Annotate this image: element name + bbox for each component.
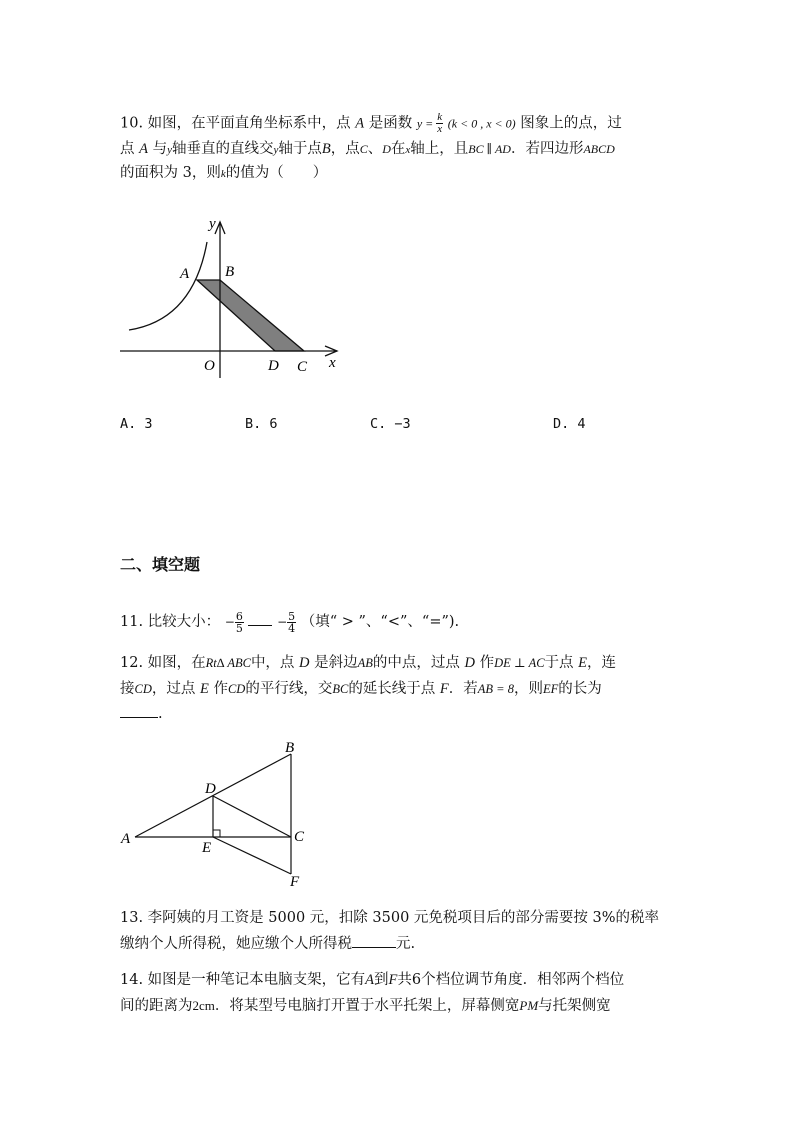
math-EF: EF (543, 682, 559, 696)
q14-line1 (120, 970, 624, 990)
text: 14. 如图是一种笔记本电脑支架，它有 (120, 972, 366, 988)
math-E: E (578, 655, 588, 671)
frac-den: 5 (235, 621, 243, 635)
text: 缴纳个人所得税，她应缴个人所得税 (120, 936, 352, 952)
q14-line2 (120, 996, 611, 1016)
right-angle-mark (213, 830, 220, 837)
text: 间的距离为 (120, 998, 193, 1014)
label-D: D (205, 781, 216, 797)
frac-den: 4 (288, 621, 296, 635)
math-bc-parallel-ad: BC ∥ AD (468, 142, 511, 156)
math-rt-abc: Rt∆ ABC (205, 656, 251, 670)
math-B: B (321, 141, 331, 157)
text: 的中点，过点 (372, 655, 460, 671)
option-D[interactable]: D. 4 (553, 416, 586, 432)
math-de-perp-ac: DE ⊥ AC (494, 656, 545, 670)
math-ab-eq-8: AB = 8 (477, 682, 514, 696)
q10-line3 (120, 163, 327, 184)
segment-EF (213, 837, 291, 874)
text: 、 (367, 141, 383, 157)
math-BC: BC (332, 682, 349, 696)
math-D: D (299, 655, 310, 671)
text: ．若四边形 (510, 141, 584, 157)
text: 接 (120, 681, 135, 697)
label-B: B (285, 740, 295, 756)
segment-DC (213, 796, 291, 837)
option-C[interactable]: C. −3 (370, 416, 411, 432)
math-D: D (464, 655, 476, 671)
math-C: C (359, 142, 368, 156)
math-k: k (220, 168, 226, 180)
text: ．若 (448, 681, 478, 697)
q10-line2 (120, 139, 615, 160)
text: 12. 如图，在 (120, 655, 206, 671)
text: 11. 比较大小： (120, 614, 221, 630)
math-A: A (365, 972, 375, 988)
text: 作 (213, 681, 228, 697)
shaded-parallelogram (197, 280, 304, 351)
frac-num: 5 (288, 609, 296, 623)
text: . (158, 706, 163, 722)
math-E: E (199, 681, 209, 697)
text: ，连 (587, 655, 617, 671)
label-F: F (290, 874, 300, 890)
q10-figure (115, 212, 355, 382)
text: 的面积为 3，则 (120, 165, 221, 181)
math-CD: CD (134, 682, 152, 696)
frac-num: 6 (235, 609, 243, 623)
text: ，则 (514, 681, 543, 697)
label-O: O (204, 358, 215, 374)
fraction-6-5 (235, 611, 244, 634)
q10-line1 (120, 112, 622, 135)
q13-line1: 13. 李阿姨的月工资是 5000 元，扣除 3500 元免税项目后的部分需要按 3%的税率 (120, 910, 660, 926)
frac-den: x (437, 123, 443, 135)
label-B: B (225, 264, 235, 280)
math-2cm: 2cm (192, 998, 215, 1013)
text: ．将某型号电脑打开置于水平托架上，屏幕侧宽 (214, 998, 520, 1014)
math-ABCD: ABCD (583, 142, 615, 156)
math-cond: (k < 0 , x < 0) (447, 116, 516, 131)
text: 是斜边 (314, 655, 358, 671)
text: 中，点 (250, 655, 295, 671)
q12-line2 (120, 679, 602, 699)
label-y: y (209, 216, 216, 232)
hyperbola-curve (129, 242, 207, 330)
q11-line (120, 608, 459, 636)
math-F: F (439, 681, 449, 697)
text: 元. (396, 936, 416, 952)
text: 的延长线于点 (348, 681, 436, 697)
text: 的平行线，交 (245, 681, 333, 697)
math-A: A (355, 115, 365, 132)
answer-blank[interactable] (352, 947, 396, 948)
text: 的长为 (558, 681, 602, 697)
label-C: C (294, 829, 305, 845)
frac-num: k (437, 111, 443, 123)
minus-sign: − (277, 615, 288, 629)
q12-line3 (120, 704, 163, 724)
fraction-5-4 (287, 611, 296, 634)
math-y: y (273, 144, 279, 156)
text: 与托架侧宽 (538, 998, 611, 1014)
math-F: F (388, 972, 398, 988)
text: 到 (374, 972, 389, 988)
text: 与 (152, 141, 168, 157)
label-A: A (121, 831, 131, 847)
text: 点 (120, 141, 135, 157)
text: 在 (390, 141, 406, 157)
text: 作 (479, 655, 495, 671)
answer-blank[interactable] (248, 625, 272, 626)
q13-line2 (120, 934, 415, 954)
fraction-k-over-x (436, 112, 443, 135)
math-PM: PM (519, 998, 539, 1013)
label-E: E (202, 840, 212, 856)
minus-sign: − (224, 615, 235, 629)
option-B[interactable]: B. 6 (245, 416, 278, 432)
q12-line1 (120, 653, 616, 673)
text: 10. 如图，在平面直角坐标系中，点 (120, 115, 351, 132)
q12-figure (118, 740, 318, 890)
text: 轴垂直的直线交 (171, 141, 274, 157)
label-x: x (329, 355, 336, 371)
text: ，过点 (151, 681, 196, 697)
text: 共6个档位调节角度．相邻两个档位 (397, 972, 625, 988)
math-D: D (382, 142, 391, 156)
text: 的值为（ ） (225, 165, 328, 181)
text: 轴上，且 (410, 141, 469, 157)
math-y: y (167, 144, 172, 156)
text: 是函数 (368, 115, 413, 132)
answer-blank[interactable] (120, 717, 158, 718)
math-A: A (139, 141, 148, 157)
math-func: y = (416, 116, 437, 131)
text: 图象上的点，过 (520, 115, 622, 132)
math-AB: AB (357, 656, 373, 670)
math-CD: CD (227, 682, 246, 696)
text: （填“ > ”、“<”、“=”). (300, 614, 460, 630)
label-A: A (180, 266, 190, 282)
section-title: 二、填空题 (120, 555, 201, 574)
label-C: C (297, 359, 308, 375)
math-x: x (405, 144, 411, 156)
text: ，点 (330, 141, 360, 157)
text: 轴于点 (278, 141, 322, 157)
text: 于点 (544, 655, 574, 671)
label-D: D (268, 358, 279, 374)
option-A[interactable]: A. 3 (120, 416, 153, 432)
